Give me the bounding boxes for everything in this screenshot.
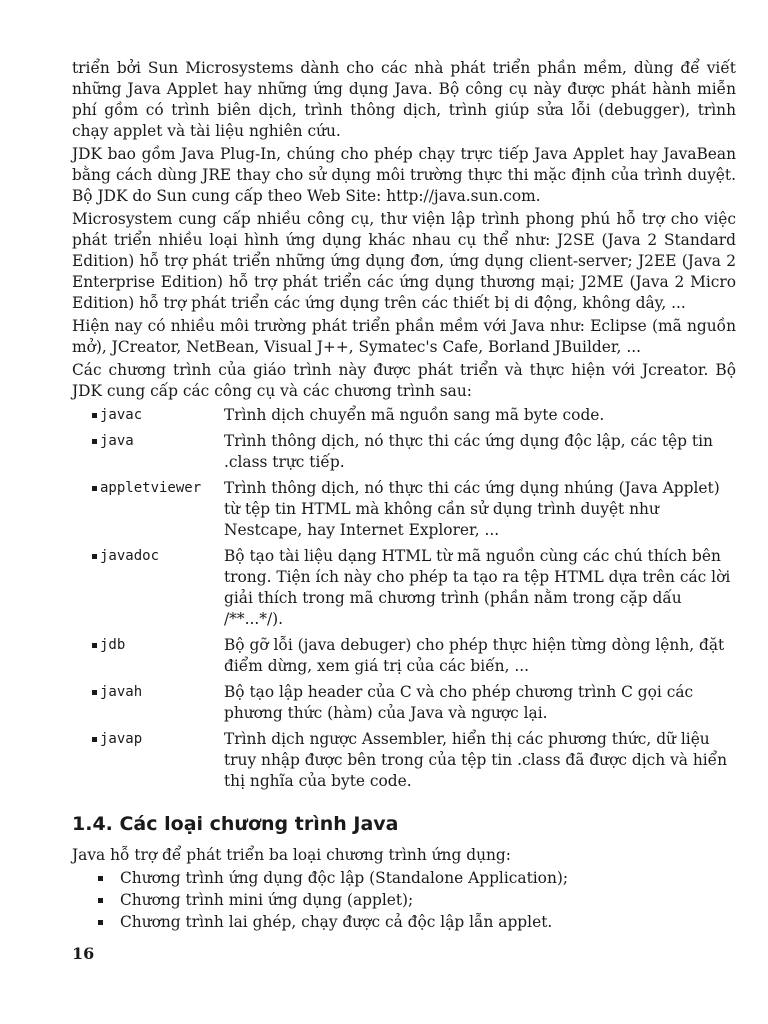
tool-name: javadoc bbox=[72, 546, 224, 630]
tool-name: java bbox=[72, 431, 224, 473]
tool-item-javadoc bbox=[72, 546, 736, 630]
tool-description: Bộ tạo tài liệu dạng HTML từ mã nguồn cùng các chú thích bên trong. Tiện ích này cho phép ta tạo ra tệp HTML dựa trên các lời giải thích trong mã chương trình (phần nằm trong cặp dấu /**...*/). bbox=[224, 547, 731, 628]
tool-item-appletviewer bbox=[72, 478, 736, 541]
program-types-list bbox=[72, 868, 736, 933]
tool-item-javac bbox=[72, 405, 736, 426]
paragraph-jdk-intro: triển bởi Sun Microsystems dành cho các nhà phát triển phần mềm, dùng để viết những Java Applet hay những ứng dụng Java. Bộ công cụ này được phát hành miễn phí gồm có trình biên dịch, trình thông dịch, trình giúp sửa lỗi (debugger), trình chạy applet và tài liệu nghiên cứu. bbox=[72, 59, 736, 140]
tool-item-javap bbox=[72, 729, 736, 792]
tool-item-java bbox=[72, 431, 736, 473]
tool-description: Trình thông dịch, nó thực thi các ứng dụng nhúng (Java Applet) từ tệp tin HTML mà không cần sử dụng trình duyệt như Nestcape, hay Internet Explorer, ... bbox=[224, 479, 720, 539]
list-item: Chương trình ứng dụng độc lập (Standalone Application); bbox=[120, 868, 736, 889]
tool-description: Trình thông dịch, nó thực thi các ứng dụng độc lập, các tệp tin .class trực tiếp. bbox=[224, 432, 713, 471]
paragraph-jdk-plugin: JDK bao gồm Java Plug-In, chúng cho phép chạy trực tiếp Java Applet hay JavaBean bằng cách dùng JRE thay cho sử dụng môi trường thực thi mặc định của trình duyệt. Bộ JDK do Sun cung cấp theo Web Site: http://java.sun.com. bbox=[72, 145, 736, 205]
section-intro: Java hỗ trợ để phát triển ba loại chương trình ứng dụng: bbox=[72, 846, 511, 864]
paragraph-ide-list: Hiện nay có nhiều môi trường phát triển phần mềm với Java như: Eclipse (mã nguồn mở), JCreator, NetBean, Visual J++, Symatec's Cafe, Borland JBuilder, ... bbox=[72, 317, 736, 356]
tool-description: Bộ tạo lập header của C và cho phép chương trình C gọi các phương thức (hàm) của Java và ngược lại. bbox=[224, 683, 694, 722]
tool-description: Trình dịch chuyển mã nguồn sang mã byte code. bbox=[224, 406, 605, 424]
tool-name: jdb bbox=[72, 635, 224, 677]
tool-item-jdb bbox=[72, 635, 736, 677]
list-item: Chương trình lai ghép, chạy được cả độc lập lẫn applet. bbox=[120, 912, 736, 933]
section-heading: 1.4. Các loại chương trình Java bbox=[72, 813, 399, 835]
page-number: 16 bbox=[72, 944, 95, 963]
tool-description: Trình dịch ngược Assembler, hiển thị các phương thức, dữ liệu truy nhập được bên trong của tệp tin .class đã được dịch và hiển thị nghĩa của byte code. bbox=[224, 730, 728, 790]
paragraph-microsystem-tools: Microsystem cung cấp nhiều công cụ, thư viện lập trình phong phú hỗ trợ cho việc phát triển nhiều loại hình ứng dụng khác nhau cụ thể như: J2SE (Java 2 Standard Edition) hỗ trợ phát triển những ứng dụng đơn, ứng dụng client-server; J2EE (Java 2 Enterprise Edition) hỗ trợ phát triển các ứng dụng thương mại; J2ME (Java 2 Micro Edition) hỗ trợ phát triển các ứng dụng trên các thiết bị di động, không dây, ... bbox=[72, 210, 736, 312]
tool-name: javap bbox=[72, 729, 224, 792]
tool-name: javah bbox=[72, 682, 224, 724]
list-item: Chương trình mini ứng dụng (applet); bbox=[120, 890, 736, 911]
tool-name: javac bbox=[72, 405, 224, 426]
tool-description: Bộ gỡ lỗi (java debuger) cho phép thực hiện từng dòng lệnh, đặt điểm dừng, xem giá trị của các biến, ... bbox=[224, 636, 725, 675]
jdk-tools-list bbox=[72, 405, 736, 792]
paragraph-jdk-programs: Các chương trình của giáo trình này được phát triển và thực hiện với Jcreator. Bộ JDK cung cấp các công cụ và các chương trình sau: bbox=[72, 361, 736, 400]
tool-name: appletviewer bbox=[72, 478, 224, 541]
page-content bbox=[72, 58, 736, 934]
tool-item-javah bbox=[72, 682, 736, 724]
